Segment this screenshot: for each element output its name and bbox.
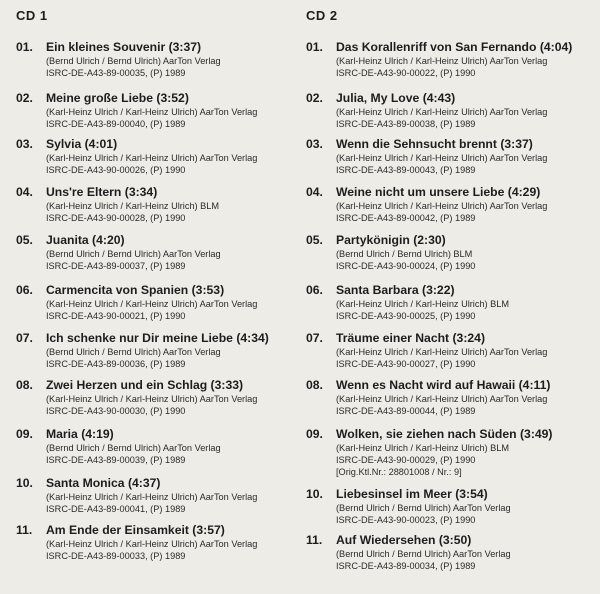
track-number: 08. [306, 378, 323, 392]
track-credits: (Bernd Ulrich / Bernd Ulrich) AarTon Verlag [46, 56, 221, 66]
track-isrc: ISRC-DE-A43-90-00022, (P) 1990 [336, 68, 476, 78]
track-number: 09. [16, 427, 33, 441]
track-title: Juanita (4:20) [46, 233, 125, 247]
track-title: Santa Barbara (3:22) [336, 283, 455, 297]
track-credits: (Karl-Heinz Ulrich / Karl-Heinz Ulrich) AarTon Verlag [336, 107, 548, 117]
track-isrc: ISRC-DE-A43-89-00042, (P) 1989 [336, 213, 476, 223]
track-number: 05. [306, 233, 323, 247]
track-credits: (Karl-Heinz Ulrich / Karl-Heinz Ulrich) AarTon Verlag [46, 539, 258, 549]
track-number: 11. [16, 523, 33, 537]
track-number: 06. [306, 283, 323, 297]
track-credits: (Bernd Ulrich / Bernd Ulrich) AarTon Verlag [46, 347, 221, 357]
track-credits: (Karl-Heinz Ulrich / Karl-Heinz Ulrich) AarTon Verlag [336, 56, 548, 66]
track-isrc: ISRC-DE-A43-89-00039, (P) 1989 [46, 455, 186, 465]
track-item [306, 533, 511, 572]
track-isrc: ISRC-DE-A43-90-00024, (P) 1990 [336, 261, 476, 271]
track-item [16, 233, 221, 272]
track-title: Meine große Liebe (3:52) [46, 91, 189, 105]
track-item [16, 523, 257, 562]
cd2-header: CD 2 [306, 8, 338, 23]
track-credits: (Karl-Heinz Ulrich / Karl-Heinz Ulrich) AarTon Verlag [46, 394, 258, 404]
track-isrc: ISRC-DE-A43-90-00021, (P) 1990 [46, 311, 186, 321]
track-item [16, 40, 221, 79]
track-title: Partykönigin (2:30) [336, 233, 446, 247]
track-title: Wenn die Sehnsucht brennt (3:37) [336, 137, 533, 151]
track-item [306, 137, 547, 176]
track-credits: (Karl-Heinz Ulrich / Karl-Heinz Ulrich) AarTon Verlag [336, 201, 548, 211]
track-isrc: ISRC-DE-A43-90-00028, (P) 1990 [46, 213, 186, 223]
track-isrc: ISRC-DE-A43-89-00041, (P) 1989 [46, 504, 186, 514]
track-isrc: ISRC-DE-A43-89-00034, (P) 1989 [336, 561, 476, 571]
track-credits: (Karl-Heinz Ulrich / Karl-Heinz Ulrich) AarTon Verlag [46, 492, 258, 502]
track-title: Am Ende der Einsamkeit (3:57) [46, 523, 225, 537]
track-number: 04. [16, 185, 33, 199]
track-title: Träume einer Nacht (3:24) [336, 331, 486, 345]
track-number: 10. [306, 487, 323, 501]
track-isrc: ISRC-DE-A43-90-00030, (P) 1990 [46, 406, 186, 416]
track-title: Sylvia (4:01) [46, 137, 118, 151]
track-title: Carmencita von Spanien (3:53) [46, 283, 225, 297]
track-item [16, 185, 219, 224]
track-title: Auf Wiedersehen (3:50) [336, 533, 472, 547]
track-item [306, 185, 547, 224]
track-title: Santa Monica (4:37) [46, 476, 161, 490]
track-title: Das Korallenriff von San Fernando (4:04) [336, 40, 573, 54]
track-item [306, 331, 547, 370]
track-title: Uns're Eltern (3:34) [46, 185, 158, 199]
track-number: 10. [16, 476, 33, 490]
track-isrc: ISRC-DE-A43-89-00033, (P) 1989 [46, 551, 186, 561]
track-title: Ich schenke nur Dir meine Liebe (4:34) [46, 331, 269, 345]
track-item [306, 283, 509, 322]
track-number: 09. [306, 427, 323, 441]
track-title: Weine nicht um unsere Liebe (4:29) [336, 185, 541, 199]
track-title: Maria (4:19) [46, 427, 114, 441]
track-isrc: ISRC-DE-A43-90-00026, (P) 1990 [46, 165, 186, 175]
track-item [306, 487, 511, 526]
track-isrc: ISRC-DE-A43-90-00025, (P) 1990 [336, 311, 476, 321]
track-credits: (Karl-Heinz Ulrich / Karl-Heinz Ulrich) AarTon Verlag [46, 299, 258, 309]
track-credits: (Bernd Ulrich / Bernd Ulrich) AarTon Verlag [336, 503, 511, 513]
track-number: 02. [16, 91, 33, 105]
track-isrc: ISRC-DE-A43-89-00038, (P) 1989 [336, 119, 476, 129]
track-catalog-note: [Orig.Ktl.Nr.: 28801008 / Nr.: 9] [336, 467, 462, 477]
track-credits: (Karl-Heinz Ulrich / Karl-Heinz Ulrich) BLM [336, 299, 510, 309]
track-credits: (Bernd Ulrich / Bernd Ulrich) AarTon Verlag [46, 249, 221, 259]
track-number: 01. [16, 40, 33, 54]
track-item [306, 40, 572, 79]
track-isrc: ISRC-DE-A43-89-00040, (P) 1989 [46, 119, 186, 129]
track-title: Wolken, sie ziehen nach Süden (3:49) [336, 427, 553, 441]
track-credits: (Karl-Heinz Ulrich / Karl-Heinz Ulrich) AarTon Verlag [46, 107, 258, 117]
track-item [306, 233, 475, 272]
track-number: 07. [306, 331, 323, 345]
track-credits: (Karl-Heinz Ulrich / Karl-Heinz Ulrich) BLM [46, 201, 220, 211]
track-isrc: ISRC-DE-A43-90-00027, (P) 1990 [336, 359, 476, 369]
track-number: 04. [306, 185, 323, 199]
track-isrc: ISRC-DE-A43-89-00037, (P) 1989 [46, 261, 186, 271]
track-isrc: ISRC-DE-A43-89-00044, (P) 1989 [336, 406, 476, 416]
track-credits: (Karl-Heinz Ulrich / Karl-Heinz Ulrich) AarTon Verlag [336, 394, 548, 404]
track-credits: (Bernd Ulrich / Bernd Ulrich) AarTon Verlag [46, 443, 221, 453]
track-number: 02. [306, 91, 323, 105]
track-isrc: ISRC-DE-A43-89-00035, (P) 1989 [46, 68, 186, 78]
track-item [306, 91, 547, 130]
track-title: Zwei Herzen und ein Schlag (3:33) [46, 378, 244, 392]
track-item [16, 137, 257, 176]
track-item [306, 427, 553, 478]
track-number: 03. [16, 137, 33, 151]
track-item [16, 378, 257, 417]
track-isrc: ISRC-DE-A43-90-00023, (P) 1990 [336, 515, 476, 525]
track-item [16, 331, 269, 370]
cd1-header: CD 1 [16, 8, 48, 23]
track-number: 08. [16, 378, 33, 392]
track-isrc: ISRC-DE-A43-89-00043, (P) 1989 [336, 165, 476, 175]
track-item [306, 378, 550, 417]
track-credits: (Bernd Ulrich / Bernd Ulrich) BLM [336, 249, 473, 259]
track-isrc: ISRC-DE-A43-89-00036, (P) 1989 [46, 359, 186, 369]
track-title: Julia, My Love (4:43) [336, 91, 456, 105]
track-item [16, 476, 257, 515]
track-item [16, 283, 257, 322]
track-number: 05. [16, 233, 33, 247]
track-credits: (Karl-Heinz Ulrich / Karl-Heinz Ulrich) AarTon Verlag [336, 153, 548, 163]
track-item [16, 427, 221, 466]
track-credits: (Karl-Heinz Ulrich / Karl-Heinz Ulrich) BLM [336, 443, 510, 453]
track-number: 11. [306, 533, 323, 547]
track-number: 03. [306, 137, 323, 151]
track-title: Liebesinsel im Meer (3:54) [336, 487, 488, 501]
track-number: 01. [306, 40, 323, 54]
track-isrc: ISRC-DE-A43-90-00029, (P) 1990 [336, 455, 476, 465]
track-title: Wenn es Nacht wird auf Hawaii (4:11) [336, 378, 551, 392]
track-credits: (Karl-Heinz Ulrich / Karl-Heinz Ulrich) AarTon Verlag [46, 153, 258, 163]
track-title: Ein kleines Souvenir (3:37) [46, 40, 202, 54]
track-item [16, 91, 257, 130]
track-credits: (Bernd Ulrich / Bernd Ulrich) AarTon Verlag [336, 549, 511, 559]
track-credits: (Karl-Heinz Ulrich / Karl-Heinz Ulrich) AarTon Verlag [336, 347, 548, 357]
track-number: 07. [16, 331, 33, 345]
track-number: 06. [16, 283, 33, 297]
